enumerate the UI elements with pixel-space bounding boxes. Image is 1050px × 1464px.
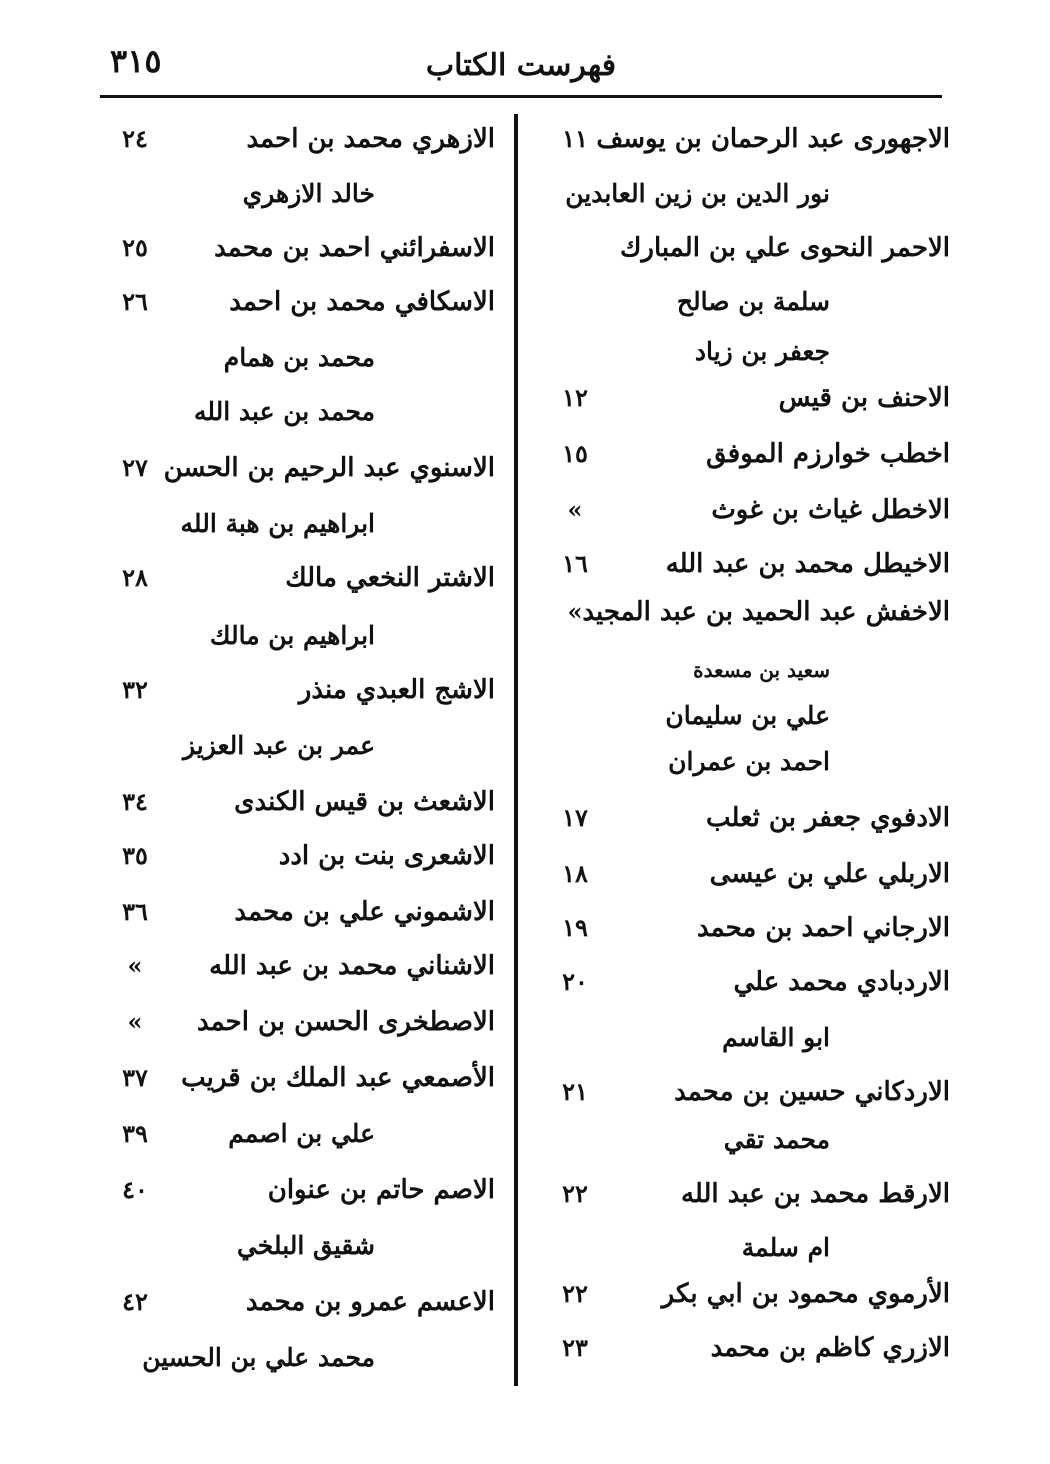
index-entry — [540, 374, 950, 422]
index-entry — [540, 1014, 950, 1062]
index-entry — [540, 1324, 950, 1372]
column-divider — [514, 114, 518, 1386]
entry-name: الاجهورى عبد الرحمان بن يوسف — [596, 124, 950, 154]
entry-name: سعيد بن مسعدة — [693, 658, 830, 682]
entry-page-number: ٢٥ — [122, 233, 148, 262]
entry-name: شقيق البلخي — [236, 1231, 375, 1260]
index-entry — [100, 612, 495, 660]
entry-name: علي بن سليمان — [665, 701, 830, 730]
entry-page-number: » — [567, 495, 583, 524]
index-entry — [540, 486, 950, 534]
entry-name: الاصطخرى الحسن بن احمد — [196, 1007, 495, 1037]
entry-page-number: ١٢ — [562, 383, 588, 412]
index-entry — [100, 832, 495, 880]
index-entry — [100, 1222, 495, 1270]
index-entry — [540, 115, 950, 163]
index-entry — [540, 1224, 950, 1272]
entry-page-number: ٢٦ — [122, 287, 148, 316]
entry-name: الاعسم عمرو بن محمد — [245, 1287, 495, 1317]
entry-name: محمد بن عبد الله — [193, 397, 375, 426]
index-entry — [540, 646, 950, 694]
entry-name: ابراهيم بن مالك — [209, 621, 375, 650]
index-entry — [540, 328, 950, 376]
index-entry — [100, 998, 495, 1046]
entry-name: الاردكاني حسين بن محمد — [674, 1077, 950, 1107]
index-entry — [540, 170, 950, 218]
index-entry — [540, 1116, 950, 1164]
index-entry — [540, 904, 950, 952]
entry-page-number: » — [127, 951, 143, 980]
entry-page-number: ٣٦ — [122, 897, 148, 926]
index-entry — [100, 388, 495, 436]
index-entry — [100, 1054, 495, 1102]
entry-name: محمد بن همام — [223, 343, 375, 372]
index-entry — [540, 850, 950, 898]
index-entry — [540, 958, 950, 1006]
entry-name: الاربلي علي بن عيسى — [709, 859, 950, 889]
entry-page-number: ١٦ — [562, 549, 588, 578]
entry-name: الأصمعي عبد الملك بن قريب — [181, 1063, 495, 1093]
entry-name: عمر بن عبد العزيز — [182, 731, 375, 760]
index-entry — [100, 1278, 495, 1326]
index-entry — [100, 942, 495, 990]
entry-name: الاشموني علي بن محمد — [234, 897, 495, 927]
entry-name: اخطب خوارزم الموفق — [706, 439, 950, 469]
entry-name: محمد تقي — [723, 1125, 830, 1154]
entry-page-number: ٣٧ — [122, 1063, 148, 1092]
index-entry — [540, 794, 950, 842]
entry-name: ابو القاسم — [722, 1023, 830, 1052]
index-entry — [100, 444, 495, 492]
entry-name: الاشعث بن قيس الكندى — [234, 787, 495, 817]
entry-name: احمد بن عمران — [668, 747, 830, 776]
entry-name: سلمة بن صالح — [676, 287, 830, 316]
index-entry — [540, 224, 950, 272]
entry-page-number: ٢٢ — [562, 1279, 588, 1308]
entry-page-number: » — [127, 1007, 143, 1036]
index-entry — [100, 1334, 495, 1382]
entry-name: الاسكافي محمد بن احمد — [229, 287, 495, 317]
entry-name: الاسنوي عبد الرحيم بن الحسن — [163, 453, 495, 483]
entry-name: نور الدين بن زين العابدين — [565, 179, 830, 208]
index-entry — [100, 554, 495, 602]
index-entry — [100, 115, 495, 163]
entry-page-number: ١٨ — [562, 859, 588, 888]
entry-name: الاسفرائني احمد بن محمد — [214, 233, 495, 263]
entry-name: الاشعرى بنت بن ادد — [278, 841, 495, 871]
index-entry — [540, 738, 950, 786]
entry-name: الاخطل غياث بن غوث — [711, 495, 950, 525]
entry-page-number: ٣٤ — [122, 787, 148, 816]
entry-name: خالد الازهري — [242, 179, 375, 208]
entry-name: الاخيطل محمد بن عبد الله — [665, 549, 950, 579]
page-title: فهرست الكتاب — [425, 48, 617, 83]
entry-page-number: ٢١ — [562, 1077, 588, 1106]
entry-name: الاحمر النحوى علي بن المبارك — [619, 233, 950, 263]
index-entry — [540, 1068, 950, 1116]
entry-name: الارقط محمد بن عبد الله — [680, 1179, 950, 1209]
index-entry — [100, 170, 495, 218]
entry-page-number: ١٥ — [562, 439, 588, 468]
entry-page-number: ٢٠ — [562, 967, 588, 996]
index-entry — [540, 278, 950, 326]
entry-name: الاشتر النخعي مالك — [285, 563, 495, 593]
entry-name: الاحنف بن قيس — [778, 383, 950, 413]
entry-page-number: ٣٥ — [122, 841, 148, 870]
entry-name: ام سلمة — [741, 1233, 830, 1262]
index-entry — [540, 588, 950, 636]
entry-name: الازري كاظم بن محمد — [710, 1333, 950, 1363]
entry-page-number: ٢٤ — [122, 124, 148, 153]
entry-page-number: ١١ — [562, 124, 588, 153]
entry-name: الاخفش عبد الحميد بن عبد المجيد — [582, 597, 950, 627]
entry-name: الاصم حاتم بن عنوان — [267, 1175, 495, 1205]
entry-name: الأرموي محمود بن ابي بكر — [661, 1279, 950, 1309]
entry-page-number: ١٩ — [562, 913, 588, 942]
index-entry — [540, 1170, 950, 1218]
index-entry — [540, 692, 950, 740]
index-entry — [100, 500, 495, 548]
entry-name: الاشج العبدي منذر — [298, 675, 495, 705]
entry-page-number: ٣٢ — [122, 675, 148, 704]
entry-name: الاشناني محمد بن عبد الله — [209, 951, 495, 981]
entry-name: الاردبادي محمد علي — [733, 967, 950, 997]
entry-name: ابراهيم بن هبة الله — [180, 509, 375, 538]
entry-name: الازهري محمد بن احمد — [246, 124, 495, 154]
index-entry — [540, 430, 950, 478]
index-entry — [540, 1270, 950, 1318]
entry-page-number: ٢٣ — [562, 1333, 588, 1362]
index-entry — [100, 888, 495, 936]
entry-page-number: ٣٩ — [122, 1119, 148, 1148]
entry-name: علي بن اصمم — [228, 1119, 375, 1148]
entry-page-number: » — [567, 597, 583, 626]
index-entry — [100, 1166, 495, 1214]
entry-name: الادفوي جعفر بن ثعلب — [705, 803, 950, 833]
index-entry — [100, 224, 495, 272]
entry-page-number: ٢٢ — [562, 1179, 588, 1208]
entry-page-number: ١٧ — [562, 803, 588, 832]
index-entry — [100, 778, 495, 826]
entry-name: جعفر بن زياد — [694, 337, 830, 366]
index-entry — [100, 1110, 495, 1158]
entry-page-number: ٤٢ — [122, 1287, 148, 1316]
index-entry — [100, 666, 495, 714]
index-entry — [100, 278, 495, 326]
index-column-right — [540, 0, 950, 1464]
entry-page-number: ٢٨ — [122, 563, 148, 592]
index-entry — [540, 540, 950, 588]
index-entry — [100, 722, 495, 770]
entry-page-number: ٤٠ — [122, 1175, 148, 1204]
page-number: ٣١٥ — [110, 42, 162, 80]
index-column-left — [100, 0, 495, 1464]
entry-name: الارجاني احمد بن محمد — [696, 913, 950, 943]
index-entry — [100, 334, 495, 382]
entry-name: محمد علي بن الحسين — [142, 1343, 375, 1372]
entry-page-number: ٢٧ — [122, 453, 148, 482]
